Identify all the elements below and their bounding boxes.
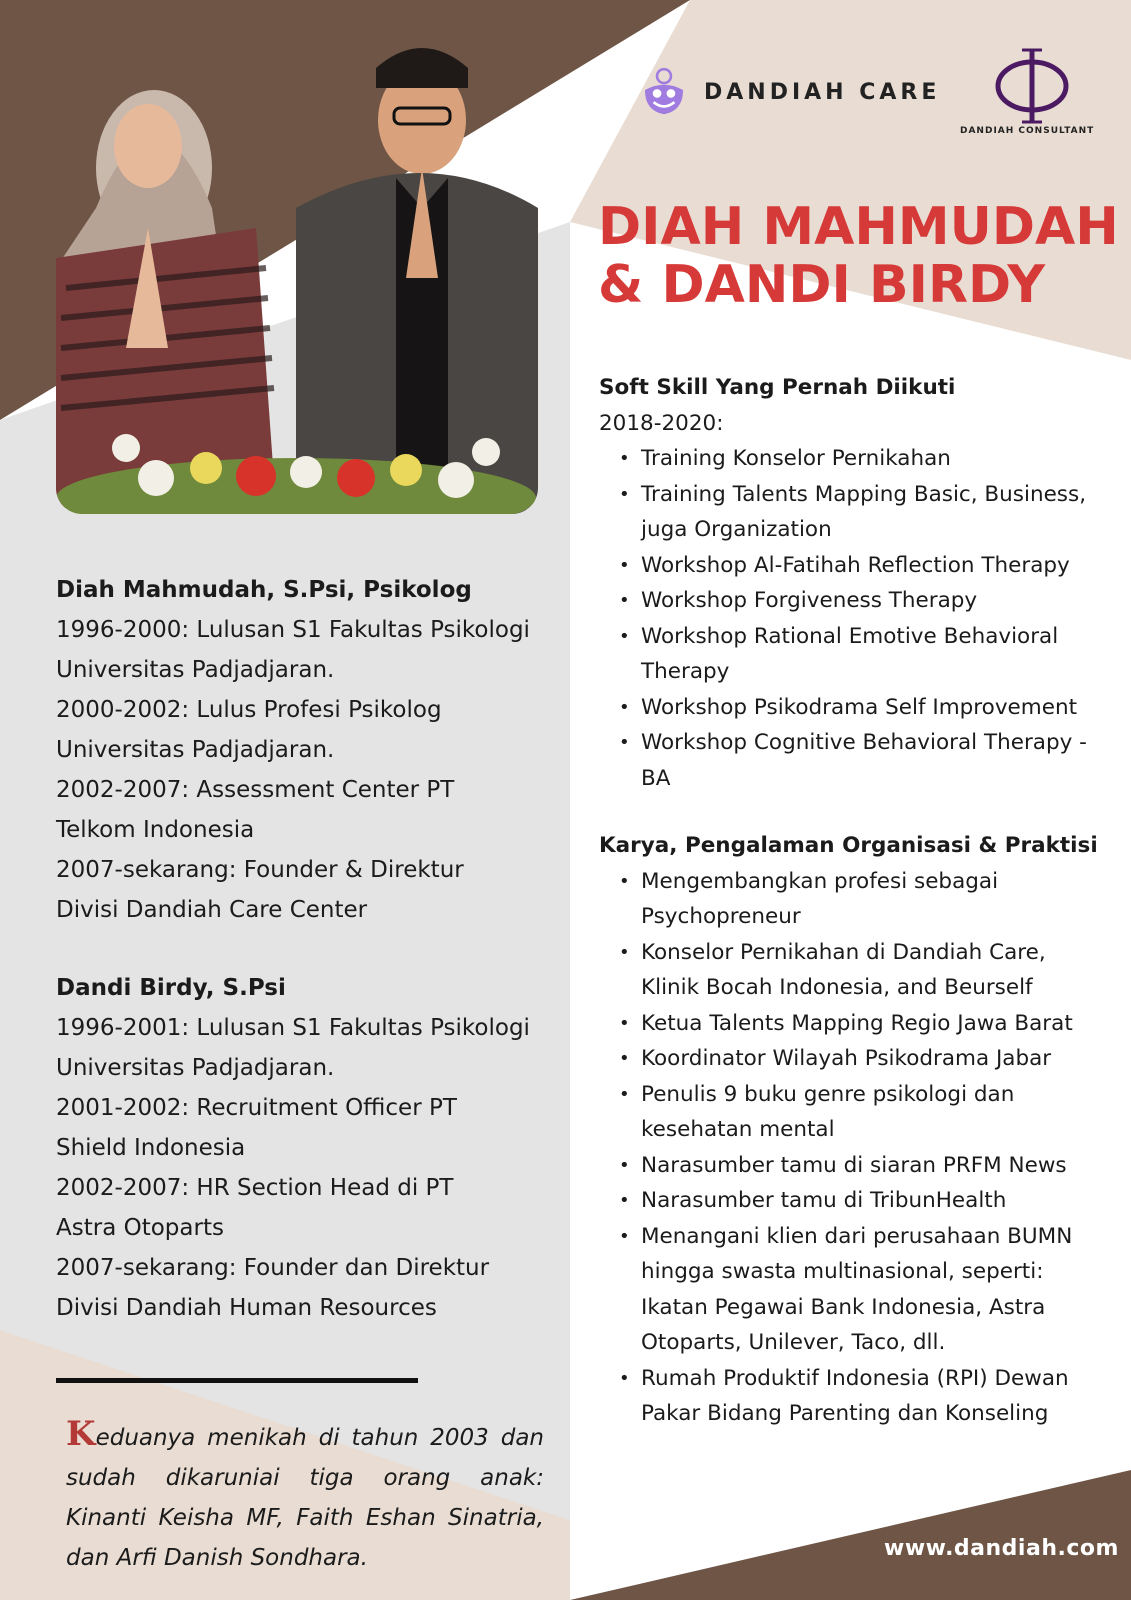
bio-line: Universitas Padjadjaran.	[56, 737, 335, 763]
bio-name: Dandi Birdy, S.Psi	[56, 975, 286, 1001]
list-item: • Narasumber tamu di TribunHealth	[641, 1183, 1099, 1219]
soft-skill-period: 2018-2020:	[599, 410, 724, 436]
bio-column	[56, 570, 556, 1366]
list-item: • Penulis 9 buku genre psikologi dan kesehatan mental	[641, 1077, 1099, 1148]
list-item: • Workshop Al-Fatihah Reflection Therapy	[641, 548, 1099, 584]
bio-name: Diah Mahmudah, S.Psi, Psikolog	[56, 577, 472, 603]
soft-skill-heading: Soft Skill Yang Pernah Diikuti	[599, 375, 956, 400]
bio-dandi	[56, 968, 556, 1328]
note-line: dan Arfi Danish Sondhara.	[66, 1545, 368, 1571]
list-item: • Workshop Forgiveness Therapy	[641, 583, 1099, 619]
title-line-2: & DANDI BIRDY	[598, 255, 1046, 315]
list-item: • Menangani klien dari perusahaan BUMN hingga swasta multinasional, seperti: Ikatan Pegawai Bank Indonesia, Astra Otoparts, Unilever, Taco, dll.	[641, 1219, 1099, 1361]
bio-line: Shield Indonesia	[56, 1135, 246, 1161]
list-item: • Mengembangkan profesi sebagai Psychopreneur	[641, 864, 1099, 935]
bio-line: 1996-2001: Lulusan S1 Fakultas Psikologi	[56, 1015, 530, 1041]
experience-column	[599, 370, 1099, 1432]
list-item: • Training Konselor Pernikahan	[641, 441, 1099, 477]
bio-line: Divisi Dandiah Human Resources	[56, 1295, 437, 1321]
bio-line: 2002-2007: Assessment Center PT	[56, 777, 455, 803]
bio-line: 2007-sekarang: Founder dan Direktur	[56, 1255, 490, 1281]
bio-line: Telkom Indonesia	[56, 817, 255, 843]
list-item: • Workshop Psikodrama Self Improvement	[641, 690, 1099, 726]
page-title	[598, 198, 1118, 314]
bio-line: Divisi Dandiah Care Center	[56, 897, 368, 923]
bio-line: 2001-2002: Recruitment Officer PT	[56, 1095, 457, 1121]
dandiah-care-logo-icon	[638, 60, 690, 120]
list-item: • Training Talents Mapping Basic, Business, juga Organization	[641, 477, 1099, 548]
couple-photo	[56, 28, 538, 514]
list-item: • Koordinator Wilayah Psikodrama Jabar	[641, 1041, 1099, 1077]
website-link[interactable]: www.dandiah.com	[884, 1536, 1119, 1561]
bio-line: 2000-2002: Lulus Profesi Psikolog	[56, 697, 442, 723]
karya-list	[599, 864, 1099, 1432]
karya-heading: Karya, Pengalaman Organisasi & Praktisi	[599, 833, 1098, 858]
dandiah-care-label: DANDIAH CARE	[704, 80, 941, 105]
bio-line: 2002-2007: HR Section Head di PT	[56, 1175, 454, 1201]
dandiah-consultant-logo-icon	[990, 44, 1074, 124]
list-item: • Narasumber tamu di siaran PRFM News	[641, 1148, 1099, 1184]
family-note	[66, 1414, 544, 1578]
dropcap-letter: K	[66, 1414, 96, 1454]
list-item: • Workshop Rational Emotive Behavioral Therapy	[641, 619, 1099, 690]
bio-diah	[56, 570, 556, 930]
note-line: eduanya menikah di tahun 2003 dan	[95, 1425, 544, 1451]
list-item: • Konselor Pernikahan di Dandiah Care, Klinik Bocah Indonesia, and Beurself	[641, 935, 1099, 1006]
title-line-1: DIAH MAHMUDAH	[598, 197, 1119, 257]
list-item: • Ketua Talents Mapping Regio Jawa Barat	[641, 1006, 1099, 1042]
bio-line: 2007-sekarang: Founder & Direktur	[56, 857, 464, 883]
note-line: sudah dikaruniai tiga orang anak:	[66, 1465, 544, 1491]
bio-line: Universitas Padjadjaran.	[56, 657, 335, 683]
dandiah-consultant-label: DANDIAH CONSULTANT	[960, 126, 1095, 136]
list-item: • Workshop Cognitive Behavioral Therapy - BA	[641, 725, 1099, 796]
divider	[56, 1378, 418, 1383]
note-line: Kinanti Keisha MF, Faith Eshan Sinatria,	[66, 1505, 544, 1531]
bio-line: Universitas Padjadjaran.	[56, 1055, 335, 1081]
list-item: • Rumah Produktif Indonesia (RPI) Dewan Pakar Bidang Parenting dan Konseling	[641, 1361, 1099, 1432]
soft-skill-list	[599, 441, 1099, 796]
bio-line: 1996-2000: Lulusan S1 Fakultas Psikologi	[56, 617, 530, 643]
bio-line: Astra Otoparts	[56, 1215, 224, 1241]
